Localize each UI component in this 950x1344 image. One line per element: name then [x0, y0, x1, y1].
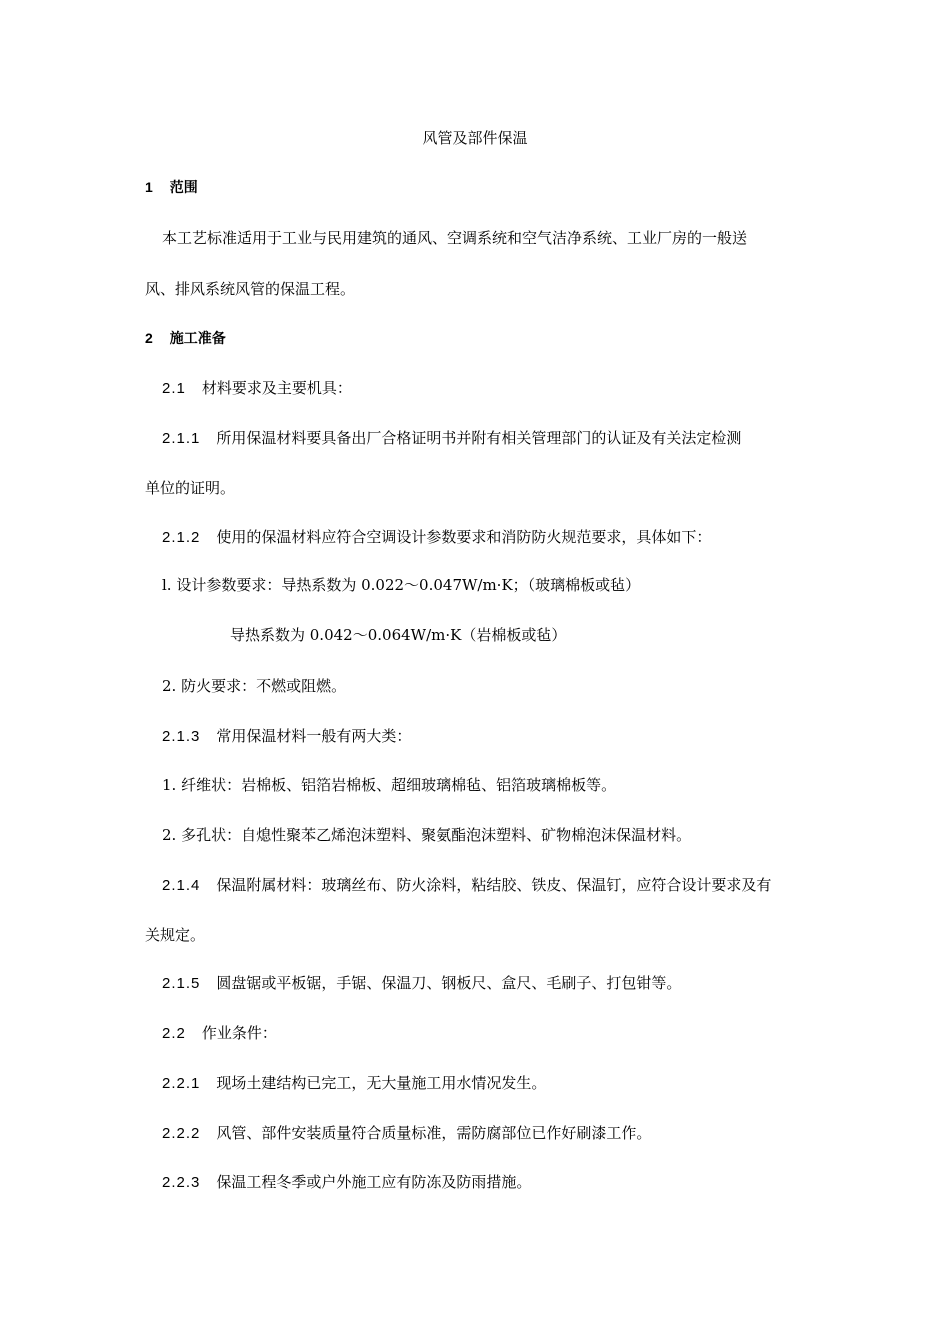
- item-text: 保温附属材料：玻璃丝布、防火涂料，粘结胶、铁皮、保温钉，应符合设计要求及有: [216, 876, 772, 894]
- section-heading-1: [145, 177, 198, 198]
- section-number: 2: [145, 330, 154, 346]
- item-number: 2.1: [162, 380, 186, 397]
- list-item-2-1-5: [162, 973, 681, 994]
- list-item-2-2-1: [162, 1073, 546, 1094]
- sub-item: 导热系数为 0.042～0.064W/m·K（岩棉板或毡）: [230, 626, 567, 644]
- paragraph-line: 风、排风系统风管的保温工程。: [145, 280, 356, 298]
- section-title: 范围: [169, 180, 198, 196]
- list-item-2-2-3: [162, 1172, 531, 1193]
- item-number: 2.1.2: [162, 529, 201, 546]
- paragraph-line: 本工艺标准适用于工业与民用建筑的通风、空调系统和空气洁净系统、工业厂房的一般送: [162, 229, 748, 247]
- list-item-2-2: [162, 1023, 277, 1044]
- item-continuation: 单位的证明。: [145, 479, 236, 497]
- sub-item: 2. 多孔状：自熄性聚苯乙烯泡沫塑料、聚氨酯泡沫塑料、矿物棉泡沫保温材料。: [162, 826, 692, 844]
- item-text: 材料要求及主要机具：: [201, 379, 352, 397]
- item-text: 作业条件：: [201, 1024, 277, 1042]
- list-item-2-2-2: [162, 1123, 651, 1144]
- sub-item: 1. 纤维状：岩棉板、铝箔岩棉板、超细玻璃棉毡、铝箔玻璃棉板等。: [162, 776, 617, 794]
- item-text: 保温工程冬季或户外施工应有防冻及防雨措施。: [216, 1173, 532, 1191]
- item-text: 使用的保温材料应符合空调设计参数要求和消防防火规范要求，具体如下：: [216, 528, 712, 546]
- item-number: 2.2.3: [162, 1174, 201, 1191]
- list-item-2-1: [162, 378, 352, 399]
- item-number: 2.1.5: [162, 975, 201, 992]
- item-text: 所用保温材料要具备出厂合格证明书并附有相关管理部门的认证及有关法定检测: [216, 429, 742, 447]
- document-title: 风管及部件保温: [422, 129, 528, 147]
- item-text: 常用保温材料一般有两大类：: [216, 727, 412, 745]
- sub-item: l. 设计参数要求：导热系数为 0.022～0.047W/m·K；（玻璃棉板或毡）: [162, 576, 641, 594]
- item-continuation: 关规定。: [145, 926, 206, 944]
- item-text: 现场土建结构已完工，无大量施工用水情况发生。: [216, 1074, 547, 1092]
- item-text: 风管、部件安装质量符合质量标准，需防腐部位已作好刷漆工作。: [216, 1124, 652, 1142]
- item-number: 2.2: [162, 1025, 186, 1042]
- item-text: 圆盘锯或平板锯，手锯、保温刀、钢板尺、盒尺、毛刷子、打包钳等。: [216, 974, 682, 992]
- section-title: 施工准备: [169, 331, 226, 347]
- section-heading-2: [145, 328, 226, 349]
- item-number: 2.1.1: [162, 430, 201, 447]
- list-item-2-1-3: [162, 726, 411, 747]
- sub-item: 2. 防火要求：不燃或阻燃。: [162, 677, 347, 695]
- section-number: 1: [145, 179, 154, 195]
- list-item-2-1-2: [162, 527, 711, 548]
- item-number: 2.2.2: [162, 1125, 201, 1142]
- item-number: 2.2.1: [162, 1075, 201, 1092]
- list-item-2-1-1: [162, 428, 741, 449]
- list-item-2-1-4: [162, 875, 771, 896]
- item-number: 2.1.4: [162, 877, 201, 894]
- item-number: 2.1.3: [162, 728, 201, 745]
